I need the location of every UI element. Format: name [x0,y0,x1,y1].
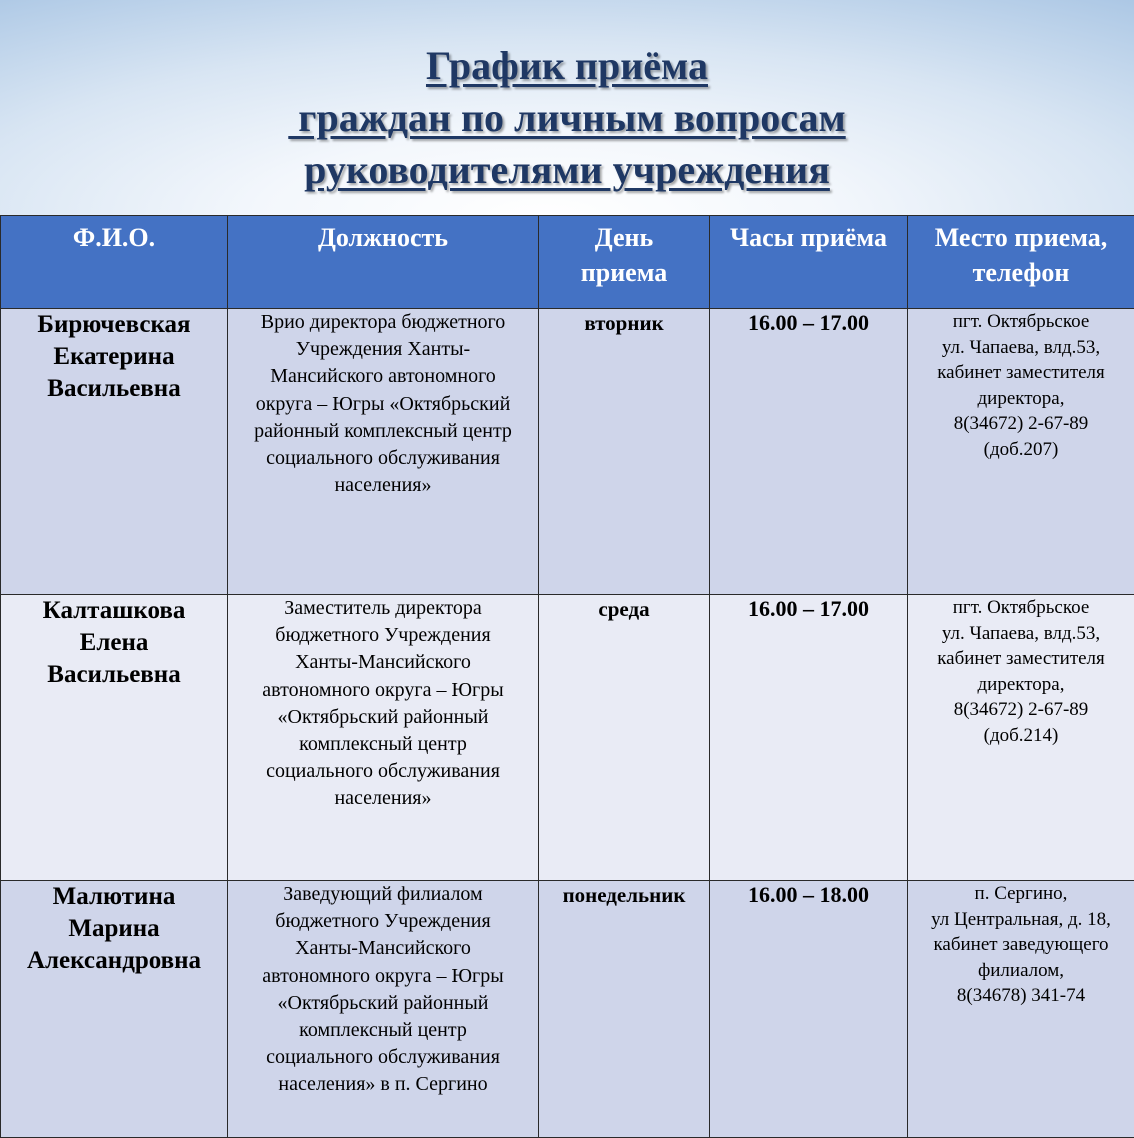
table-row [1,595,1134,881]
header-place: Место приема, телефон [908,216,1134,309]
cell-day: понедельник [539,881,710,1138]
header-position: Должность [228,216,539,309]
page-title [0,40,1134,196]
cell-place: п. Сергино, ул Центральная, д. 18, кабинет заведующего филиалом, 8(34678) 341-74 [908,881,1134,1138]
cell-day: вторник [539,309,710,595]
cell-position: Заведующий филиалом бюджетного Учреждения Ханты-Мансийского автономного округа – Югры «Октябрьский районный комплексный центр социального обслуживания населения» в п. Сергино [228,881,539,1138]
title-line-3: руководителями учреждения [0,144,1134,196]
cell-day: среда [539,595,710,881]
table-header-row [1,216,1134,309]
title-line-1: График приёма [0,40,1134,92]
cell-name: Бирючевская Екатерина Васильевна [1,309,228,595]
header-hours: Часы приёма [710,216,908,309]
cell-name: Калташкова Елена Васильевна [1,595,228,881]
cell-name: Малютина Марина Александровна [1,881,228,1138]
schedule-table [0,215,1134,1138]
title-line-2: граждан по личным вопросам [0,92,1134,144]
cell-hours: 16.00 – 18.00 [710,881,908,1138]
table-row [1,309,1134,595]
cell-hours: 16.00 – 17.00 [710,309,908,595]
table-row [1,881,1134,1138]
header-day: День приема [539,216,710,309]
cell-position: Заместитель директора бюджетного Учреждения Ханты-Мансийского автономного округа – Югры «Октябрьский районный комплексный центр социального обслуживания населения» [228,595,539,881]
cell-hours: 16.00 – 17.00 [710,595,908,881]
cell-position: Врио директора бюджетного Учреждения Ханты- Мансийского автономного округа – Югры «Октябрьский районный комплексный центр социального обслуживания населения» [228,309,539,595]
cell-place: пгт. Октябрьское ул. Чапаева, влд.53, кабинет заместителя директора, 8(34672) 2-67-89 (доб.207) [908,309,1134,595]
header-name: Ф.И.О. [1,216,228,309]
cell-place: пгт. Октябрьское ул. Чапаева, влд.53, кабинет заместителя директора, 8(34672) 2-67-89 (доб.214) [908,595,1134,881]
